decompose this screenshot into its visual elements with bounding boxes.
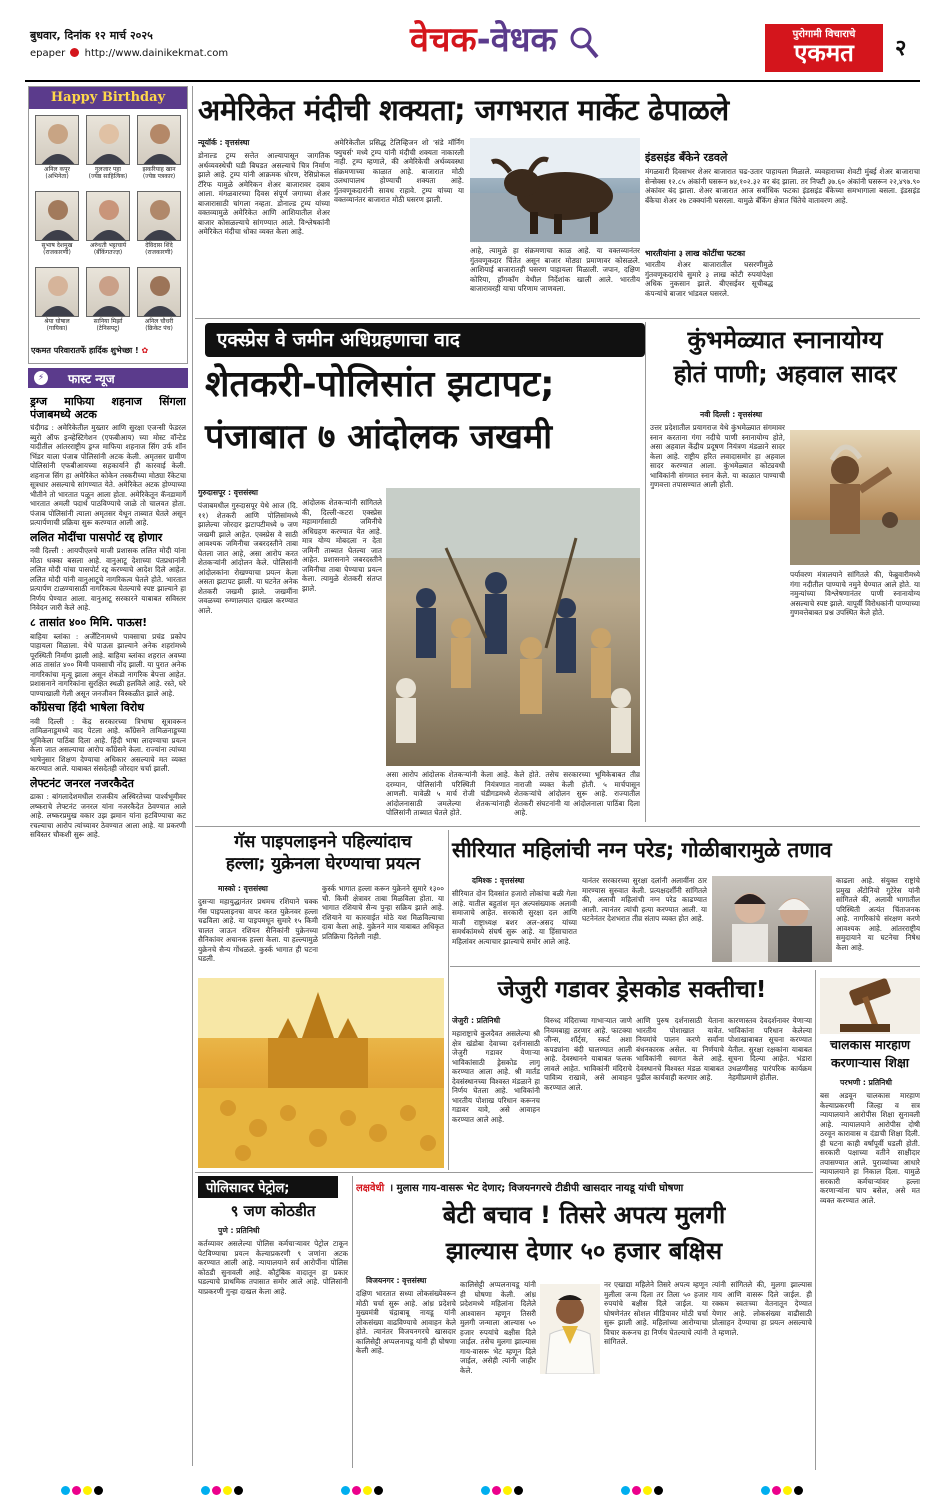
farmers-headline-2: पंजाबात ७ आंदोलक जखमी: [205, 417, 553, 457]
syria-col-2-text: यानंतर सरकारच्या सुरक्षा दलांनी अलावींना ठार मारण्यास सुरुवात केली. प्रत्यक्षदर्शींनी सांगितले की, अलावी महिलांची नग्न परेड काढण्यात आली. त्यानंतर त्यांची हत्या करण्यात आली. या घटनेनंतर देशभरात तीव्र संताप व्यक्त होत आहे.: [582, 876, 707, 923]
jejuri-temple-photo: [198, 978, 444, 1168]
beti-kicker-text: । मुलास गाय-वासरू भेट देणार; विजयनगरचे टीडीपी खासदार नायडू यांची घोषणा: [389, 1183, 684, 1194]
court-dateline: परभणी : प्रतिनिधी: [840, 1078, 892, 1087]
birthday-person-role: (अभिनेता): [45, 172, 69, 180]
beti-col-4: [712, 1280, 812, 1468]
birthday-person-name: अनिल कपूर: [44, 166, 70, 173]
portrait-icon: [87, 116, 130, 165]
indusind-sub-body: भारतीय शेअर बाजारातील घसरणीमुळे गुंतवणूकदारांचे सुमारे ३ लाख कोटी रुपयांपेक्षा अधिक नुकसान झाले. बीएसईवर सूचीबद्ध कंपन्यांचे बाजार भांडवल घसरले.: [645, 260, 773, 298]
jejuri-court-rule: [815, 970, 816, 1470]
farmers-col-2: [302, 498, 382, 820]
masthead-tagline: पुरोगामी विचाराचे: [792, 29, 856, 40]
kumbh-col-1: [650, 410, 785, 822]
lead-col-2: [334, 138, 464, 310]
issue-date: बुधवार, दिनांक १२ मार्च २०२५: [30, 29, 153, 42]
birthday-person-name: सुभाष देशमुख: [41, 242, 73, 249]
beti-col-3-text: नर एखाद्या महिलेने तिसरे अपत्य म्हणून मुलीला जन्म दिला तर तिला ५० हजार रुपयांचे बक्षीस दिले जाईल. या घोषणेनंतर सोशल मीडियावर मोठी चर्चा सुरू झाली आहे. महिलांच्या आरोग्याचा विचार करूनच हा निर्णय घेतल्याचे त्यांनी सांगितले.: [604, 1280, 708, 1346]
bull-statue-photo: [470, 138, 640, 242]
fast-news-list: [30, 392, 186, 1467]
fast-news-header: [28, 368, 188, 388]
birthday-photo: [86, 267, 130, 317]
section-title-a: वेचक: [410, 20, 477, 60]
registration-mark-group: [200, 1480, 244, 1499]
registration-dot: [621, 1486, 630, 1495]
fast-news-headline: ललित मोदींचा पासपोर्ट रद्द होणार: [30, 530, 163, 544]
magnifier-icon: [569, 25, 599, 59]
registration-dot: [83, 1486, 92, 1495]
farmers-col-4: [514, 770, 640, 820]
farmers-col-1: [198, 488, 298, 820]
registration-dot: [201, 1486, 210, 1495]
fast-news-body: चंदीगढ : अमेरिकेतील मुख्तार आणि सुरक्षा एजन्सी फेडरल ब्युरो ऑफ इन्व्हेस्टिगेशन (एफबीआय) च्या मोस्ट वॉन्टेड यादीतील आंतरराष्ट्रीय ड्रग्ज माफिया शहनाज सिंग उर्फ शॉन भिंडर याला पंजाब पोलिसांनी अटक केली. अमृतसर ग्रामीण पोलिसांनी एफबीआयच्या सहकार्याने ही कारवाई केली. शहनाज सिंग हा अमेरिकेत कोकेन तस्करीच्या मोठ्या रॅकेटचा सूत्रधार असल्याचे सांगण्यात येते. अमेरिकेत अटक होण्याच्या भीतीने तो भारतात पळून आला होता. अमेरिकेतून कॅनडामार्गे भारतात अमली पदार्थ पाठविण्याचे जाळे तो चालवत होता. पंजाब पोलिसांनी त्याला अमृतसर येथून ताब्यात घेतले असून प्रत्यार्पणाची प्रक्रिया सुरू करण्यात आली आहे.: [30, 423, 186, 528]
lead-headline: अमेरिकेत मंदीची शक्यता; जगभरात मार्केट ढेपाळले: [198, 93, 729, 127]
registration-dot: [772, 1486, 781, 1495]
mp-portrait-photo: [540, 1284, 600, 1374]
registration-dot: [374, 1486, 383, 1495]
jejuri-col-3: [636, 1016, 724, 1168]
birthday-footer-text: एकमत परिवारातर्फे हार्दिक शुभेच्छा !: [31, 346, 139, 355]
syria-col-2: [582, 876, 707, 962]
farmers-kicker: [205, 323, 645, 357]
birthday-photo: [35, 267, 79, 317]
epaper-globe-icon: [70, 48, 79, 57]
registration-dot: [341, 1486, 350, 1495]
lead-col-2-text: अमेरिकेतील प्रसिद्ध टेलिव्हिजन शो 'संडे मॉर्निंग फ्युचर्स' मध्ये ट्रम्प यांनी मंदीची शक्यता नाकारली नाही. ट्रम्प म्हणाले, की अमेरिकेची अर्थव्यवस्था संक्रमणाच्या काळात आहे. बाजारात मोठी उलथापालथ होण्याची शक्यता आहे. गुंतवणूकदारांनी सावध राहावे. ट्रम्प यांच्या या वक्तव्यानंतर बाजारात मोठी घसरण झाली.: [334, 138, 464, 204]
petrol-body-text: कर्तव्यावर असलेल्या पोलिस कर्मचाऱ्यावर पेट्रोल टाकून पेटविण्याचा प्रयत्न केल्याप्रकरणी ९ जणांना अटक करण्यात आली आहे. न्यायालयाने सर्व आरोपींना पोलिस कोठडी सुनावली आहे. कौटुंबिक वादातून हा प्रकार घडल्याचे प्राथमिक तपासात समोर आले आहे. पोलिसांनी याप्रकरणी गुन्हा दाखल केला आहे.: [198, 1239, 348, 1296]
epaper-label: epaper: [30, 48, 66, 59]
registration-dot: [223, 1486, 232, 1495]
birthday-name: [129, 167, 189, 181]
syria-headline: सीरियात महिलांची नग्न परेड; गोळीबारामुळे तणाव: [452, 838, 832, 862]
farmers-headline-1: शेतकरी-पोलिसांत झटापट;: [205, 364, 555, 405]
beti-col-4-text: त्यांनी सांगितले की, मुलगा झाल्यास गाय आणि वासरू दिले जाईल. ही रक्कम स्वतःच्या वेतनातून देण्यात येणार आहे. लोकसंख्या वाढीसाठी प्रोत्साहन देण्याचा हा प्रयत्न असल्याचे ते म्हणाले.: [712, 1280, 812, 1337]
portrait-icon: [36, 116, 79, 165]
indusind-body: मंगळवारी दिवसभर शेअर बाजारात चढ-उतार पाहायला मिळाले. व्यवहाराच्या शेवटी मुंबई शेअर बाजाराचा सेन्सेक्स १२.८५ अंकांनी घसरून ७४,१०२.३२ वर बंद झाला. तर निफ्टी ३७.६० अंकांनी घसरून २२,४९७.९० अंकांवर बंद झाला. शेअर बाजारात आज सर्वाधिक फटका इंडसइंड बँकेच्या समभागाला बसला. इंडसइंड बँकेचा शेअर २७ टक्क्यांनी घसरला. यामुळे बँकिंग क्षेत्रात चिंतेचे वातावरण आहे.: [645, 167, 920, 205]
syria-women-illustration: [712, 876, 832, 962]
kumbh-col-1-text: उत्तर प्रदेशातील प्रयागराज येथे कुंभमेळ्यात संगमावर स्नान करताना गंगा नदीचे पाणी स्नानायोग्य होते, असा अहवाल केंद्रीय प्रदूषण नियंत्रण मंडळाने सादर केला आहे. राष्ट्रीय हरित लवादासमोर हा अहवाल सादर करण्यात आला. कुंभमेळ्यात कोट्यवधी भाविकांनी संगमात स्नान केले. या काळात पाण्याची गुणवत्ता तपासण्यात आली होती.: [650, 423, 785, 490]
farmers-col-3: [386, 770, 510, 820]
kumbh-headline-2: होतं पाणी; अहवाल सादर: [673, 360, 897, 388]
registration-mark-group: [760, 1480, 804, 1499]
fast-news-headline: ड्रग्ज माफिया शहनाज सिंगला पंजाबमध्ये अटक: [30, 395, 186, 421]
kumbh-bathing-illustration: [790, 430, 920, 565]
registration-dot: [72, 1486, 81, 1495]
gas-col-1: [198, 884, 318, 974]
birthday-person-name: सानिया मिर्झा: [93, 318, 123, 325]
birthday-photo: [86, 191, 130, 241]
fast-news-title: फास्ट न्यूज: [68, 372, 115, 386]
kumbh-headline-1: कुंभमेळ्यात स्नानायोग्य: [687, 326, 883, 354]
registration-dot: [363, 1486, 372, 1495]
birthday-person-name: अनिल चौधरी: [144, 318, 174, 325]
birthday-photo: [137, 267, 181, 317]
beti-col-1: [356, 1276, 456, 1468]
beti-dateline: विजयनगर : वृत्तसंस्था: [366, 1276, 427, 1285]
birthday-photo: [137, 191, 181, 241]
beti-kicker-label: लक्षवेधी: [356, 1183, 385, 1194]
birthday-name: [129, 243, 189, 257]
portrait-icon: [138, 192, 181, 241]
court-headline-2: करणाऱ्यास शिक्षा: [830, 1055, 910, 1070]
petrol-body-col: [198, 1226, 348, 1468]
jejuri-col-1-text: महाराष्ट्राचे कुलदैवत असलेल्या श्री क्षेत्र खंडोबा देवाच्या दर्शनासाठी जेजुरी गडावर येणाऱ्या भाविकांसाठी ड्रेसकोड लागू करण्यात आला आहे. श्री मार्तंड देवसंस्थानच्या विश्वस्त मंडळाने हा निर्णय घेतला आहे. भाविकांनी भारतीय पोशाख परिधान करूनच गडावर यावे, असे आवाहन करण्यात आले आहे.: [452, 1029, 540, 1124]
birthday-person-role: (क्रिकेट पंच): [145, 324, 173, 332]
mp-portrait-illustration: [540, 1284, 600, 1374]
birthday-person-name: अरुंधती भट्टाचार्य: [89, 242, 127, 249]
farmers-clash-photo: [386, 488, 640, 766]
birthday-title: Happy Birthday: [29, 87, 187, 109]
epaper-url[interactable]: http://www.dainikekmat.com: [84, 48, 229, 59]
jejuri-col-2: [544, 1016, 632, 1168]
birthday-person-role: (गायिका): [46, 324, 68, 332]
lead-dateline: न्यूयॉर्क : वृत्तसंस्था: [198, 138, 250, 147]
birthday-photo: [86, 115, 130, 165]
fast-news-headline: लेफ्टनंट जनरल नजरकैदेत: [30, 776, 134, 790]
fast-news-headline: काँग्रेसचा हिंदी भाषेला विरोध: [30, 701, 144, 715]
beti-col-2-text: कालिसेट्टी अप्पलनायडू यांनी ही घोषणा केली. आंध्र प्रदेशमध्ये महिलांना दिलेले आश्वासन म्हणून तिसरी मुलगी जन्माला आल्यास ५० हजार रुपयांचे बक्षीस दिले जाईल. तसेच मुलगा झाल्यास गाय-वासरू भेट म्हणून दिले जाईल, असेही त्यांनी जाहीर केले.: [460, 1280, 536, 1375]
registration-marks: [60, 1480, 900, 1492]
gas-col-2-text: कुर्स्क भागात हल्ला करून युक्रेनने सुमारे १३०० चौ. किमी क्षेत्रावर ताबा मिळविला होता. या भागात रशियाचे सैन्य पुन्हा सक्रिय झाले आहे. रशियाने या कारवाईत मोठे यश मिळविल्याचा दावा केला आहे. युक्रेनने मात्र याबाबत अधिकृत प्रतिक्रिया दिलेली नाही.: [322, 884, 444, 941]
farmers-col-1-text: पंजाबमधील गुरुदासपूर येथे आज (दि. ११) शेतकरी आणि पोलिसांमध्ये झालेल्या जोरदार झटापटीमध्ये ७ जण जखमी झाले आहेत. एक्स्प्रेस वे साठी आवश्यक जमिनीचा जबरदस्तीने ताबा घेतला जात आहे, असा आरोप करत शेतकऱ्यांनी आंदोलन केले. पोलिसांनी आंदोलकांना रोखण्याचा प्रयत्न केला असता झटापट झाली. या घटनेत अनेक शेतकरी जखमी झाले. जखमींना जवळच्या रुग्णालयात दाखल करण्यात आले.: [198, 501, 298, 615]
birthday-person-name: श्रेया घोषाल: [44, 318, 70, 325]
lead-bottom-rule: [195, 318, 920, 319]
registration-dot: [503, 1486, 512, 1495]
registration-mark-group: [480, 1480, 524, 1499]
portrait-icon: [36, 192, 79, 241]
farmers-clash-illustration: [386, 488, 640, 766]
syria-col-3-text: काढला आहे. संयुक्त राष्ट्रांचे प्रमुख अँटोनियो गुटेरेस यांनी सांगितले की, अलावी भागातील परिस्थिती अत्यंत चिंताजनक आहे. नागरिकांचे संरक्षण करणे आवश्यक आहे. आंतरराष्ट्रीय समुदायाने या घटनेचा निषेध केला आहे.: [836, 876, 920, 952]
section-title: [410, 10, 640, 70]
bull-statue-illustration: [470, 138, 640, 242]
beti-col-3: [604, 1280, 708, 1468]
footer-color-bar: [0, 1476, 945, 1496]
jejuri-col-1: [452, 1016, 540, 1168]
court-body-text: बस अडवून चालकास मारहाण केल्याप्रकरणी जिल्हा व सत्र न्यायालयाने आरोपीस शिक्षा सुनावली आहे. न्यायालयाने आरोपीस दोषी ठरवून कारावास व दंडाची शिक्षा दिली. ही घटना काही वर्षांपूर्वी घडली होती. सरकारी पक्षाच्या वतीने साक्षीदार तपासण्यात आले. पुराव्यांच्या आधारे न्यायालयाने हा निकाल दिला. यामुळे सरकारी कर्मचाऱ्यांवर हल्ला करणाऱ्यांना चाप बसेल, असे मत व्यक्त करण्यात आले.: [820, 1091, 920, 1205]
masthead-box: [765, 24, 883, 72]
birthday-person-name: झकरियाह खान: [142, 166, 176, 173]
portrait-icon: [36, 268, 79, 317]
birthday-person-role: (टेनिसपटू): [96, 324, 120, 332]
registration-dot: [492, 1486, 501, 1495]
farmers-col-2-text: आंदोलक शेतकऱ्यांनी सांगितले की, दिल्ली-कटरा एक्स्प्रेस महामार्गासाठी जमिनीचे अधिग्रहण करण्यात येत आहे. मात्र योग्य मोबदला न देता जमिनी ताब्यात घेतल्या जात आहेत. प्रशासनाने जबरदस्तीने जमिनीचा ताबा घेण्याचा प्रयत्न केला. त्यामुळे शेतकरी संतप्त झाले.: [302, 498, 382, 593]
birthday-photo: [137, 115, 181, 165]
birthday-box: [28, 86, 188, 364]
syria-col-3: [836, 876, 920, 962]
gavel-photo: [820, 978, 920, 1034]
farmers-dateline: गुरुदासपूर : वृत्तसंस्था: [198, 488, 258, 497]
registration-dot: [94, 1486, 103, 1495]
header: [0, 0, 945, 82]
epaper-line: [30, 48, 228, 59]
registration-dot: [61, 1486, 70, 1495]
gas-col-1-text: दुसऱ्या महायुद्धानंतर प्रथमच रशियाने चक्क गॅस पाइपलाइनचा वापर करत युक्रेनवर हल्ला चढविला आहे. या पाइपमधून सुमारे १५ किमी चालत जाऊन रशियन सैनिकांनी युक्रेनच्या सैनिकांवर अचानक हल्ला केला. या हल्ल्यामुळे युक्रेनचे सैन्य गोंधळले. कुर्स्क भागात ही घटना घडली.: [198, 897, 318, 964]
registration-dot: [643, 1486, 652, 1495]
petrol-headline-1: पोलिसावर पेट्रोल;: [206, 1181, 290, 1196]
registration-mark-group: [60, 1480, 104, 1499]
registration-dot: [783, 1486, 792, 1495]
fast-news-headline: ८ तासांत ४०० मिमि. पाऊस!: [30, 615, 148, 629]
jejuri-dateline: जेजुरी : प्रतिनिधी: [452, 1016, 501, 1025]
lead-col-3: [470, 246, 640, 312]
registration-dot: [212, 1486, 221, 1495]
fast-news-body: नवी दिल्ली : आयपीएलचे माजी प्रशासक ललित मोदी यांना मोठा धक्का बसला आहे. वानुआटू देशाच्या पंतप्रधानांनी ललित मोदी यांचा पासपोर्ट रद्द करण्याचे आदेश दिले आहेत. ललित मोदी यांनी वानुआटूचे नागरिकत्व घेतले होते. भारतात प्रत्यार्पण टाळण्यासाठी नागरिकत्व घेतल्याचे स्पष्ट झाल्याने हा निर्णय घेण्यात आला. वानुआटू सरकारने याबाबत सविस्तर निवेदन जारी केले आहे.: [30, 546, 186, 613]
gas-headline-1: गॅस पाइपलाइनने पहिल्यांदाच: [234, 832, 412, 852]
syria-bottom-rule: [450, 966, 920, 967]
birthday-photo: [35, 191, 79, 241]
registration-dot: [481, 1486, 490, 1495]
masthead-name: एकमत: [794, 39, 854, 67]
registration-mark-group: [340, 1480, 384, 1499]
birthday-person-role: (ज्येष्ठ पत्रकार): [142, 172, 176, 180]
syria-col-1: [452, 876, 577, 962]
farmers-kicker-text: एक्स्प्रेस वे जमीन अधिग्रहणाचा वाद: [217, 329, 460, 351]
fast-news-body: नवी दिल्ली : केंद्र सरकारच्या त्रिभाषा सूत्रावरून तामिळनाडूमध्ये वाद पेटला आहे. काँग्रेसने तामिळनाडूच्या भूमिकेला पाठिंबा दिला आहे. हिंदी भाषा लादण्याचा प्रयत्न केला जात असल्याचा आरोप काँग्रेसने केला. राज्यांना त्यांच्या भाषेनुसार शिक्षण देण्याचा अधिकार असल्याचे मत व्यक्त करण्यात आले. याबाबत संसदेतही जोरदार चर्चा झाली.: [30, 716, 186, 774]
section-title-b: वेधक: [490, 20, 557, 60]
beti-headline-1: बेटी बचाव ! तिसरे अपत्य मुलगी: [442, 1201, 726, 1229]
portrait-icon: [87, 192, 130, 241]
kumbh-col-2-text: पर्यावरण मंत्रालयाने सांगितले की, फेब्रुवारीमध्ये गंगा नदीतील पाण्याचे नमुने घेण्यात आले होते. या नमुन्यांच्या विश्लेषणानंतर पाणी स्नानायोग्य असल्याचे स्पष्ट झाले. यापूर्वी विरोधकांनी पाण्याच्या गुणवत्तेबाबत प्रश्न उपस्थित केले होते.: [790, 570, 920, 617]
indusind-box: [645, 150, 920, 312]
petrol-headline-2: ९ जण कोठडीत: [230, 1202, 316, 1220]
syria-col-1-text: सीरियात दोन दिवसांत हजारो लोकांचा बळी गेला आहे. यातील बहुतांश मृत अल्पसंख्याक अलावी समाजाचे आहेत. सरकारी सुरक्षा दल आणि माजी राष्ट्राध्यक्ष बशर अल-असद यांच्या समर्थकांमध्ये संघर्ष सुरू आहे. या हिंसाचारात महिलांवर अत्याचार झाल्याचे समोर आले आहे.: [452, 889, 577, 946]
petrol-headline-box: [198, 1176, 338, 1198]
fast-news-icon: ⚡: [34, 371, 48, 385]
fast-news-body: बाहिया ब्लांका : अर्जेंटिनामध्ये पावसाचा प्रचंड प्रकोप पाहायला मिळाला. येथे पाऊस झाल्याने अनेक शहरांमध्ये पूरस्थिती निर्माण झाली आहे. बाहिया ब्लांका शहरात अवघ्या आठ तासांत ४०० मिमी पावसाची नोंद झाली. या पुरात अनेक नागरिकांचा मृत्यू झाला असून शेकडो नागरिक बेपत्ता आहेत. प्रशासनाने नागरिकांना सुरक्षित स्थळी हलविले आहे. रस्ते, घरे पाण्याखाली गेली असून जनजीवन विस्कळीत झाले आहे.: [30, 631, 186, 698]
farmers-kumbh-rule: [645, 322, 646, 822]
syria-dateline: दमिश्क : वृत्तसंस्था: [472, 876, 525, 885]
lower-rule: [195, 1172, 813, 1173]
birthday-footer: [31, 345, 187, 356]
portrait-icon: [87, 268, 130, 317]
registration-dot: [794, 1486, 803, 1495]
beti-col-2: [460, 1280, 536, 1468]
flower-icon: ✿: [141, 346, 149, 355]
birthday-person-name: देविदास शिंदे: [145, 242, 173, 249]
jejuri-temple-illustration: [198, 978, 444, 1168]
syria-women-photo: [712, 876, 832, 962]
indusind-title: इंडसइंड बँकेने रडवले: [645, 151, 728, 164]
mid-rule: [195, 826, 920, 827]
court-body-col: [820, 1078, 920, 1468]
registration-dot: [654, 1486, 663, 1495]
header-rule: [25, 80, 920, 82]
farmers-col-4-text: केले होते. तसेच सरकारच्या भूमिकेबाबत तीव्र नाराजी व्यक्त केली होती. ५ मार्चपासून शेतकऱ्यांचे आंदोलन सुरू आहे. राज्यातील शेतकरी संघटनांनी या आंदोलनाला पाठिंबा दिला आहे.: [514, 770, 640, 817]
portrait-icon: [138, 268, 181, 317]
birthday-person-role: (राजकारणी): [43, 248, 71, 256]
lead-col-1-text: डोनाल्ड ट्रम्प सत्तेत आल्यापासून जागतिक अर्थव्यवस्थेची घडी बिघडत असल्याचे चित्र निर्माण झाले आहे. ट्रम्प यांनी आक्रमक धोरण, रेसिप्रोकल टॅरिफ यामुळे अमेरिकन शेअर बाजारावर दबाव आला. मंगळवारच्या दिवस संपूर्ण जगाच्या शेअर बाजारासाठी चांगला नव्हता. डोनाल्ड ट्रम्प यांच्या वक्तव्यामुळे अमेरिकेत आणि आशियातील शेअर बाजार कोसळल्याचे सांगण्यात आले. विश्लेषकांनी अमेरिकेत मंदीचा धोका व्यक्त केला आहे.: [198, 151, 330, 237]
jejuri-col-3-text: आणि पुरुष दर्शनासाठी येताना भारतीय पोशाखात यावेत. नियमांचे पालन करणे सर्वांना बंधनकारक असेल. या निर्णयाचे भाविकांनी स्वागत केले आहे. देवस्थानचे विश्वस्त मंडळ याबाबत पुढील कार्यवाही करणार आहे.: [636, 1016, 724, 1082]
page-number: २: [895, 36, 907, 61]
birthday-photo: [35, 115, 79, 165]
registration-dot: [632, 1486, 641, 1495]
beti-col-1-text: दक्षिण भारतात सध्या लोकसंख्येवरून मोठी चर्चा सुरू आहे. आंध्र प्रदेशचे मुख्यमंत्री चंद्राबाबू नायडू यांनी लोकसंख्या वाढविण्याचे आवाहन केले होते. त्यानंतर विजयनगरचे खासदार कालिसेट्टी अप्पलनायडू यांनी ही घोषणा केली आहे.: [356, 1289, 456, 1356]
indusind-sub: भारतीयांना ३ लाख कोटींचा फटका: [645, 249, 746, 258]
beti-headline-2: झाल्यास देणार ५० हजार बक्षिस: [445, 1237, 723, 1265]
jejuri-col-2-text: विरुध्द मंदिराच्या गाभाऱ्यात जाणे नियमबाह्य ठरणार आहे. फाटक्या जीन्स, शॉर्ट्स, स्कर्ट अशा कपड्यांना बंदी घालण्यात आली आहे. देवस्थानने याबाबत फलक लावले आहेत. भाविकांनी मंदिराचे पावित्र्य राखावे, असे आवाहन करण्यात आले.: [544, 1016, 632, 1092]
gas-syria-rule: [448, 830, 449, 1170]
birthday-person-role: (ज्येष्ठ साहित्यिक): [88, 172, 128, 180]
petrol-dateline: पुणे : प्रतिनिधी: [218, 1226, 260, 1235]
registration-dot: [352, 1486, 361, 1495]
jejuri-headline: जेजुरी गडावर ड्रेसकोड सक्तीचा!: [497, 977, 767, 1003]
kumbh-bathing-photo: [790, 430, 920, 565]
gavel-icon: [820, 978, 920, 1034]
jejuri-col-4-text: कारणास्तव देवदर्शनावर येणाऱ्या भाविकांना परिधान केलेल्या पोशाखाबाबत सूचना करण्यात येतील. सुरक्षा रक्षकांना याबाबत सूचना दिल्या आहेत. भंडारा उधळणीसह पारंपरिक कार्यक्रम नेहमीप्रमाणे होतील.: [728, 1016, 812, 1082]
registration-dot: [514, 1486, 523, 1495]
birthday-person-name: गुलजार पहा: [95, 166, 121, 173]
registration-dot: [761, 1486, 770, 1495]
birthday-name: [129, 319, 189, 333]
beti-kicker: [356, 1176, 812, 1194]
section-title-dash: -: [476, 20, 491, 60]
left-column-rule: [192, 86, 193, 1466]
gas-headline-2: हल्ला; युक्रेनला घेरण्याचा प्रयत्न: [225, 854, 421, 874]
birthday-person-role: (बँकिंगतज्ज्ञ): [93, 248, 123, 256]
registration-dot: [234, 1486, 243, 1495]
fast-news-body: ढाका : बांगलादेशमधील राजकीय अस्थिरतेच्या पार्श्वभूमीवर लष्कराचे लेफ्टनंट जनरल यांना नजरकैदेत ठेवण्यात आले आहे. लष्करप्रमुख वकार उझ झमान यांना हटविण्याचा कट रचल्याचा आरोप त्यांच्यावर ठेवण्यात आला आहे. या प्रकरणी सविस्तर चौकशी सुरू आहे.: [30, 792, 186, 840]
portrait-icon: [138, 116, 181, 165]
gas-col-2: [322, 884, 444, 974]
kumbh-dateline: नवी दिल्ली : वृत्तसंस्था: [700, 410, 763, 419]
birthday-person-role: (राजकारणी): [145, 248, 173, 256]
lead-col-3-text: आहे, त्यामुळे हा संक्रमणाचा काळ आहे. या वक्तव्यानंतर गुंतवणूकदार चिंतेत असून बाजार मोठ्या प्रमाणावर कोसळले. आशियाई बाजारातही घसरण पाहायला मिळाली. जपान, दक्षिण कोरिया, हाँगकाँग येथील निर्देशांक खाली आले. भारतीय बाजारावरही याचा परिणाम जाणवला.: [470, 246, 640, 293]
farmers-col-3-text: असा आरोप आंदोलक शेतकऱ्यांनी केला आहे. दरम्यान, पोलिसांनी परिस्थिती नियंत्रणात आणली. यावेळी ५ मार्च रोजी चंडीगडमध्ये आंदोलनासाठी जमलेल्या शेतकऱ्यांनाही पोलिसांनी ताब्यात घेतले होते.: [386, 770, 510, 817]
court-headline-1: चालकास मारहाण: [829, 1037, 911, 1052]
registration-mark-group: [620, 1480, 664, 1499]
kumbh-col-2: [790, 570, 920, 822]
jejuri-col-4: [728, 1016, 812, 1168]
petrol-beti-rule: [352, 1176, 353, 1468]
gas-dateline: मास्को : वृत्तसंस्था: [218, 884, 268, 893]
lead-col-1: [198, 138, 330, 310]
